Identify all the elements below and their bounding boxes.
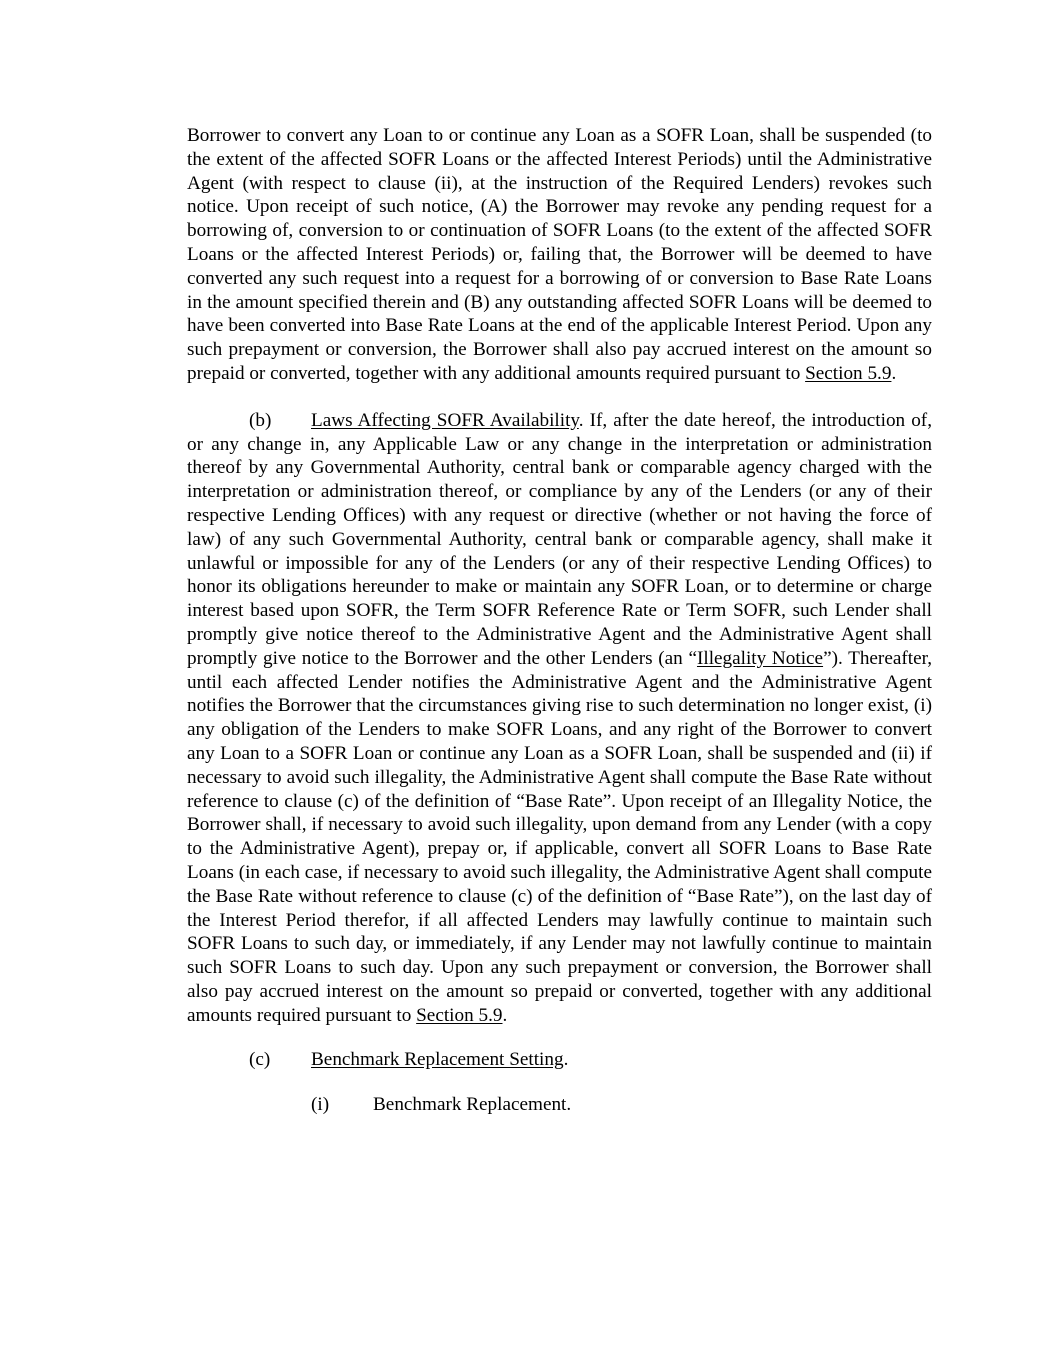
subsection-marker: (i)	[311, 1094, 330, 1116]
paragraph-text: ”). Thereafter, until each affected Lender notifies the Administrative Agent and the Administrative Agent notifies the Borrower that the circumstances giving rise to such determination no longer exist, (i) any obligation of the Lenders to make SOFR Loans, and any right of the Borrower to convert any Loan to a SOFR Loan or continue any Loan as a SOFR Loan, shall be suspended and (ii) if necessary to avoid such illegality, the Administrative Agent shall compute the Base Rate without reference to clause (c) of the definition of “Base Rate”. Upon receipt of an Illegality Notice, the Borrower shall, if necessary to avoid such illegality, upon demand from any Lender (with a copy to the Administrative Agent), prepay or, if applicable, convert all SOFR Loans to Base Rate Loans (in each case, if necessary to avoid such illegality, the Administrative Agent shall compute the Base Rate without reference to clause (c) of the definition of “Base Rate”), on the last day of the Interest Period therefor, if all affected Lenders may lawfully continue to maintain such SOFR Loans to such day, or immediately, if any Lender may not lawfully continue to maintain such SOFR Loans to such day. Upon any such prepayment or conversion, the Borrower shall also pay accrued interest on the amount so prepaid or converted, together with any additional amounts required pursuant to	[187, 647, 933, 1026]
section-marker: (b)	[249, 409, 272, 431]
paragraph-text: If, after the date hereof, the introduction of, or any change in, any Applicable Law or any change in the interpretation or administration thereof by any Governmental Authority, central bank or comparable agency charged with the interpretation or administration thereof, or compliance by any of the Lenders (or any of their respective Lending Offices) with any request or directive (whether or not having the force of law) of any such Governmental Authority, central bank or comparable agency, shall make it unlawful or impossible for any of the Lenders (or any of their respective Lending Offices) to honor its obligations hereunder to make or maintain any SOFR Loan, or to determine or charge interest based upon SOFR, the Term SOFR Reference Rate or Term SOFR, such Lender shall promptly give notice thereof to the Administrative Agent and the Administrative Agent shall promptly give notice to the Borrower and the other Lenders (an “	[187, 409, 932, 669]
heading-section-c	[187, 1048, 932, 1072]
paragraph-continuation	[187, 124, 932, 386]
paragraph-end: .	[891, 362, 897, 384]
section-reference-link[interactable]: Section 5.9	[416, 1004, 503, 1026]
section-marker: (c)	[249, 1049, 271, 1071]
section-title-end: .	[563, 1049, 569, 1071]
defined-term: Illegality Notice	[696, 647, 824, 669]
paragraph-section-b	[187, 409, 932, 1028]
section-reference-link[interactable]: Section 5.9	[805, 362, 892, 384]
paragraph-text: Borrower to convert any Loan to or continue any Loan as a SOFR Loan, shall be suspended (to the extent of the affected SOFR Loans or the affected Interest Periods) until the Administrative Agent (with respect to clause (ii), at the instruction of the Required Lenders) revokes such notice. Upon receipt of such notice, (A) the Borrower may revoke any pending request for a borrowing of, conversion to or continuation of SOFR Loans (to the extent of the affected SOFR Loans or the affected Interest Periods) or, failing that, the Borrower will be deemed to have converted any such request into a request for a borrowing of or conversion to Base Rate Loans in the amount specified therein and (B) any outstanding affected SOFR Loans will be deemed to have been converted into Base Rate Loans at the end of the applicable Interest Period. Upon any such prepayment or conversion, the Borrower shall also pay accrued interest on the amount so prepaid or converted, together with any additional amounts required pursuant to	[187, 125, 932, 384]
paragraph-end: .	[502, 1004, 508, 1026]
subsection-title: Benchmark Replacement.	[373, 1094, 572, 1116]
section-title-end: .	[578, 409, 584, 431]
heading-section-c-i	[187, 1093, 932, 1117]
section-title: Laws Affecting SOFR Availability	[311, 409, 579, 431]
section-title: Benchmark Replacement Setting	[311, 1049, 564, 1071]
document-page	[187, 124, 932, 1117]
